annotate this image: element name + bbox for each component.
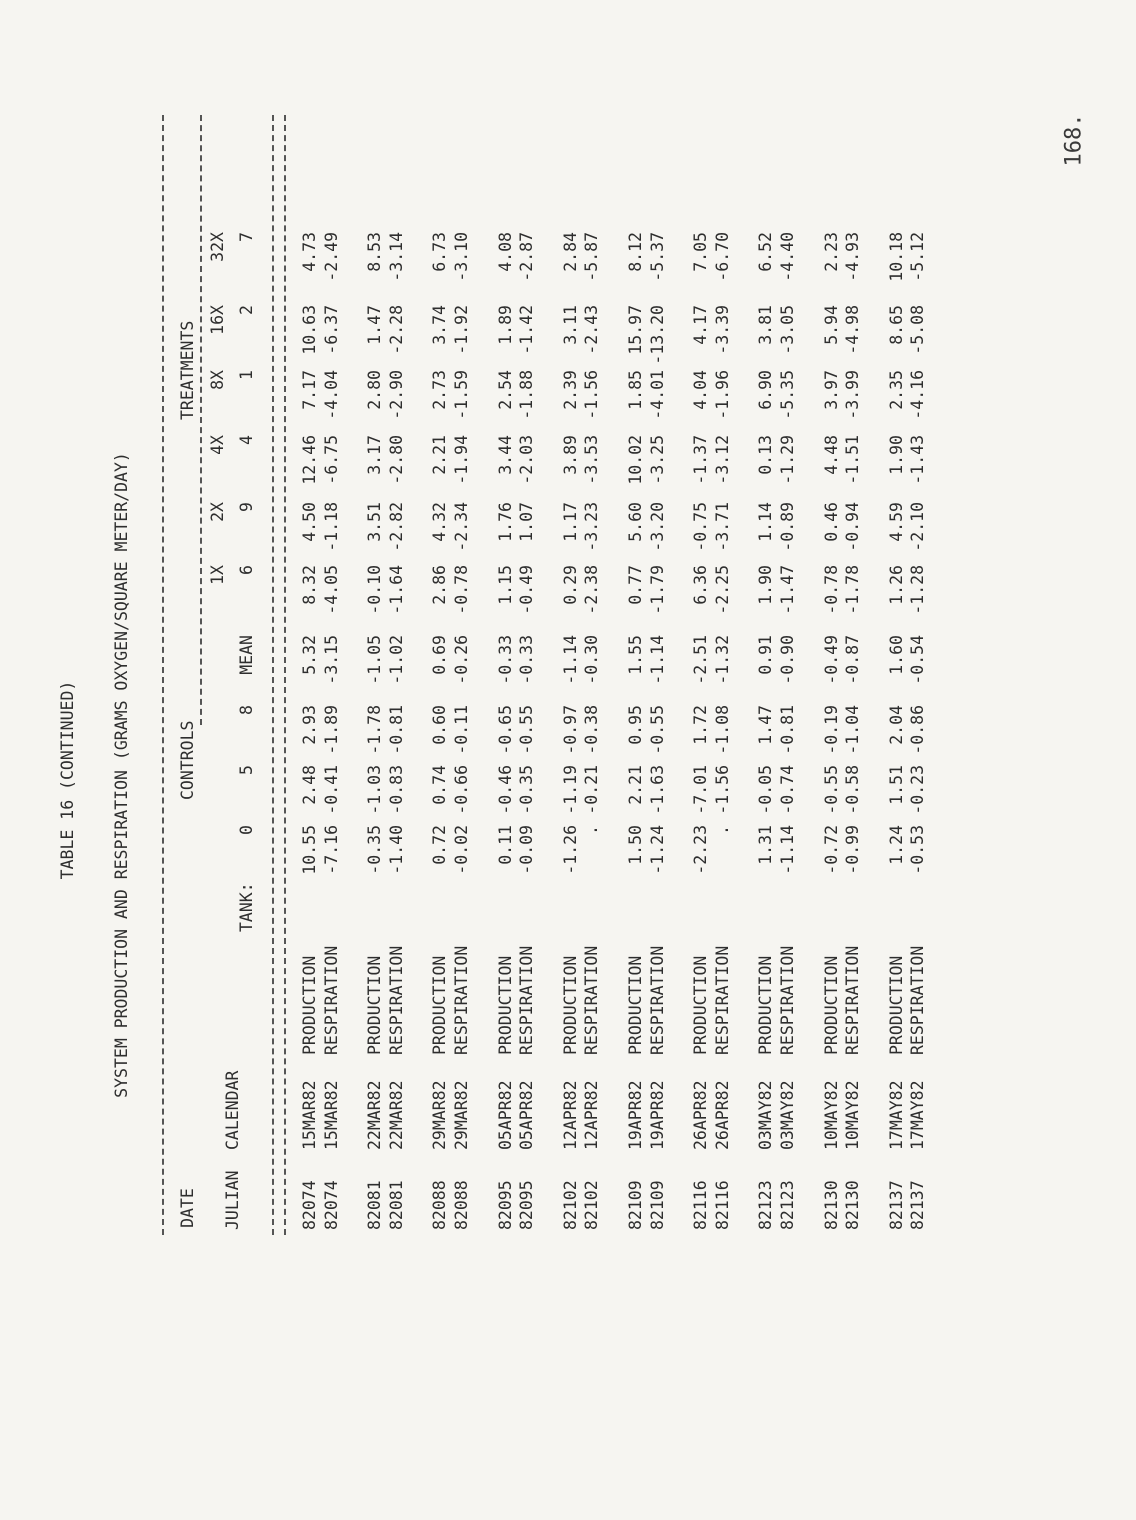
column-tank: 0 [237, 825, 256, 835]
cell-calendar: 05APR82 [517, 1080, 537, 1150]
cell-value: 6.73 [430, 232, 450, 272]
cell-value: 2.84 [560, 232, 580, 272]
cell-value: -1.14 [647, 635, 667, 685]
cell-value: 4.08 [495, 232, 515, 272]
cell-value: 1.60 [886, 635, 906, 675]
cell-value: -4.16 [908, 370, 928, 420]
cell-value: -4.01 [647, 370, 667, 420]
cell-value: 2.35 [886, 370, 906, 410]
cell-value: -6.37 [321, 305, 341, 355]
column-tank: 4 [237, 435, 256, 445]
cell-julian: 82116 [691, 1180, 711, 1230]
cell-value: 6.90 [756, 370, 776, 410]
cell-value: -1.18 [321, 502, 341, 552]
cell-value: -0.46 [495, 765, 515, 815]
cell-calendar: 26APR82 [691, 1080, 711, 1150]
cell-julian: 82109 [647, 1180, 667, 1230]
cell-value: 3.17 [365, 435, 385, 475]
cell-value: 1.72 [691, 705, 711, 745]
column-name: 32X [208, 232, 227, 262]
cell-value: 2.21 [430, 435, 450, 475]
cell-type: RESPIRATION [908, 945, 928, 1055]
cell-value: -3.12 [712, 435, 732, 485]
cell-julian: 82081 [386, 1180, 406, 1230]
cell-value: -2.51 [691, 635, 711, 685]
cell-type: PRODUCTION [626, 955, 645, 1055]
cell-value: -0.30 [582, 635, 602, 685]
cell-value: -1.04 [843, 705, 863, 755]
cell-value: -0.89 [778, 502, 797, 552]
julian-header: JULIAN [223, 1170, 242, 1230]
column-name: 2X [208, 502, 227, 522]
cell-value: 2.23 [821, 232, 841, 272]
cell-calendar: 29MAR82 [452, 1080, 471, 1150]
cell-value: -2.80 [386, 435, 406, 485]
cell-value: 6.36 [691, 565, 711, 605]
table-subtitle: SYSTEM PRODUCTION AND RESPIRATION (GRAMS OXYGEN/SQUARE METER/DAY) [112, 452, 131, 1098]
cell-value: 10.18 [886, 232, 906, 282]
cell-julian: 82109 [626, 1180, 645, 1230]
cell-value: -0.23 [908, 765, 928, 815]
cell-value: 2.39 [560, 370, 580, 410]
cell-value: 1.47 [365, 305, 385, 345]
cell-value: 8.32 [300, 565, 319, 605]
cell-value: -4.40 [778, 232, 797, 282]
column-tank: 9 [237, 502, 256, 512]
cell-value: -1.05 [365, 635, 385, 685]
cell-value: -1.51 [843, 435, 863, 485]
cell-value: -2.49 [321, 232, 341, 282]
cell-value: -3.14 [386, 232, 406, 282]
cell-value: 1.90 [886, 435, 906, 475]
cell-value: 1.50 [626, 825, 645, 865]
cell-value: -3.20 [647, 502, 667, 552]
column-tank: 2 [237, 305, 256, 315]
cell-julian: 82074 [321, 1180, 341, 1230]
cell-value: -0.55 [647, 705, 667, 755]
cell-value: 5.94 [821, 305, 841, 345]
cell-value: 4.73 [300, 232, 319, 272]
cell-julian: 82102 [560, 1180, 580, 1230]
cell-value: -2.10 [908, 502, 928, 552]
column-name: 1X [208, 565, 227, 585]
page-number: 168. [1061, 113, 1087, 167]
cell-value: 15.97 [626, 305, 645, 355]
cell-value: -1.37 [691, 435, 711, 485]
cell-value: -2.87 [517, 232, 537, 282]
cell-value: -2.82 [386, 502, 406, 552]
cell-value: -0.99 [843, 825, 863, 875]
cell-value: -0.66 [452, 765, 471, 815]
controls-header: CONTROLS [178, 720, 197, 800]
cell-type: PRODUCTION [691, 955, 711, 1055]
cell-calendar: 19APR82 [647, 1080, 667, 1150]
date-header: DATE [178, 1188, 197, 1228]
cell-value: -0.81 [386, 705, 406, 755]
cell-value: 0.72 [430, 825, 450, 865]
cell-value: 3.44 [495, 435, 515, 475]
cell-value: -0.97 [560, 705, 580, 755]
cell-value: -0.02 [452, 825, 471, 875]
cell-value: 3.81 [756, 305, 776, 345]
cell-value: 4.50 [300, 502, 319, 542]
cell-value: 0.95 [626, 705, 645, 745]
cell-value: -0.10 [365, 565, 385, 615]
cell-value: -0.75 [691, 502, 711, 552]
cell-value: 2.48 [300, 765, 319, 805]
cell-value: 8.12 [626, 232, 645, 272]
cell-type: PRODUCTION [821, 955, 841, 1055]
cell-value: 1.24 [886, 825, 906, 865]
cell-julian: 82116 [712, 1180, 732, 1230]
cell-value: -3.39 [712, 305, 732, 355]
tank-label: TANK: [237, 882, 256, 932]
cell-value: -4.93 [843, 232, 863, 282]
cell-value: -0.35 [517, 765, 537, 815]
cell-value: 2.21 [626, 765, 645, 805]
cell-value: -2.90 [386, 370, 406, 420]
cell-type: RESPIRATION [517, 945, 537, 1055]
cell-value: -1.79 [647, 565, 667, 615]
cell-value: 1.15 [495, 565, 515, 605]
cell-calendar: 15MAR82 [300, 1080, 319, 1150]
header-rule-1 [272, 115, 274, 1235]
cell-type: RESPIRATION [712, 945, 732, 1055]
cell-value: -3.25 [647, 435, 667, 485]
cell-value: -0.53 [908, 825, 928, 875]
cell-type: PRODUCTION [365, 955, 385, 1055]
cell-value: -0.54 [908, 635, 928, 685]
cell-type: PRODUCTION [756, 955, 776, 1055]
cell-type: RESPIRATION [843, 945, 863, 1055]
cell-value: -0.21 [582, 765, 602, 815]
cell-value: -0.55 [517, 705, 537, 755]
header-rule-2 [284, 115, 286, 1235]
cell-value: 1.89 [495, 305, 515, 345]
cell-julian: 82137 [886, 1180, 906, 1230]
cell-julian: 82123 [778, 1180, 797, 1230]
cell-value: -0.33 [517, 635, 537, 685]
cell-value: -0.09 [517, 825, 537, 875]
cell-value: 1.55 [626, 635, 645, 675]
cell-value: -4.98 [843, 305, 863, 355]
cell-type: RESPIRATION [582, 945, 602, 1055]
cell-value: -1.56 [712, 765, 732, 815]
column-tank: 5 [237, 765, 256, 775]
cell-value: 0.60 [430, 705, 450, 745]
cell-value: -1.24 [647, 825, 667, 875]
cell-julian: 82095 [495, 1180, 515, 1230]
cell-value: -0.35 [365, 825, 385, 875]
calendar-header: CALENDAR [223, 1070, 242, 1150]
cell-value: 2.73 [430, 370, 450, 410]
cell-value: 12.46 [300, 435, 319, 485]
cell-value: -1.63 [647, 765, 667, 815]
cell-value: 7.17 [300, 370, 319, 410]
cell-value: 1.31 [756, 825, 776, 865]
cell-type: PRODUCTION [886, 955, 906, 1055]
cell-value: -2.34 [452, 502, 471, 552]
cell-type: PRODUCTION [495, 955, 515, 1055]
cell-value: -2.28 [386, 305, 406, 355]
cell-value: 10.63 [300, 305, 319, 355]
cell-value: 2.04 [886, 705, 906, 745]
cell-value: 1.17 [560, 502, 580, 542]
column-name: 4X [208, 435, 227, 455]
cell-value: -5.35 [778, 370, 797, 420]
cell-type: RESPIRATION [386, 945, 406, 1055]
top-rule [162, 115, 164, 1235]
cell-julian: 82102 [582, 1180, 602, 1230]
cell-value: -1.32 [712, 635, 732, 685]
cell-calendar: 15MAR82 [321, 1080, 341, 1150]
cell-value: -1.08 [712, 705, 732, 755]
cell-value: 0.74 [430, 765, 450, 805]
cell-value: 1.90 [756, 565, 776, 605]
cell-value: 1.51 [886, 765, 906, 805]
cell-value: 0.77 [626, 565, 645, 605]
cell-value: 8.65 [886, 305, 906, 345]
cell-value: -3.10 [452, 232, 471, 282]
cell-value: -4.04 [321, 370, 341, 420]
column-tank: 6 [237, 565, 256, 575]
cell-value: -1.88 [517, 370, 537, 420]
cell-value: -0.83 [386, 765, 406, 815]
cell-value: 4.59 [886, 502, 906, 542]
cell-value: -1.89 [321, 705, 341, 755]
cell-value: -5.87 [582, 232, 602, 282]
cell-value: 8.53 [365, 232, 385, 272]
cell-value: -3.71 [712, 502, 732, 552]
cell-value: -1.26 [560, 825, 580, 875]
column-name: 16X [208, 305, 227, 335]
cell-julian: 82137 [908, 1180, 928, 1230]
cell-value: -0.33 [495, 635, 515, 685]
cell-julian: 82081 [365, 1180, 385, 1230]
cell-type: PRODUCTION [300, 955, 319, 1055]
treatments-rule [200, 115, 202, 725]
column-tank: 1 [237, 370, 256, 380]
cell-value: 4.32 [430, 502, 450, 542]
table-title: TABLE 16 (CONTINUED) [58, 680, 77, 880]
cell-value: -0.05 [756, 765, 776, 815]
cell-value: -0.86 [908, 705, 928, 755]
cell-value: 3.89 [560, 435, 580, 475]
cell-value: 2.80 [365, 370, 385, 410]
cell-value: 4.04 [691, 370, 711, 410]
cell-value: -3.15 [321, 635, 341, 685]
cell-value: -0.74 [778, 765, 797, 815]
cell-calendar: 05APR82 [495, 1080, 515, 1150]
cell-value: -1.03 [365, 765, 385, 815]
cell-value: 1.85 [626, 370, 645, 410]
cell-value: -0.55 [821, 765, 841, 815]
cell-value: -1.42 [517, 305, 537, 355]
cell-value: 0.11 [495, 825, 515, 865]
cell-value: 2.86 [430, 565, 450, 605]
cell-value: -0.19 [821, 705, 841, 755]
cell-value: . [582, 825, 602, 835]
cell-type: RESPIRATION [452, 945, 471, 1055]
cell-value: -2.23 [691, 825, 711, 875]
cell-julian: 82088 [452, 1180, 471, 1230]
cell-value: -13.20 [647, 305, 667, 365]
cell-value: -6.75 [321, 435, 341, 485]
cell-value: 10.55 [300, 825, 319, 875]
cell-value: 1.76 [495, 502, 515, 542]
cell-value: 10.02 [626, 435, 645, 485]
cell-value: -1.28 [908, 565, 928, 615]
cell-value: -3.99 [843, 370, 863, 420]
cell-value: -2.43 [582, 305, 602, 355]
cell-value: 0.69 [430, 635, 450, 675]
cell-value: 6.52 [756, 232, 776, 272]
cell-value: -0.81 [778, 705, 797, 755]
cell-calendar: 12APR82 [560, 1080, 580, 1150]
cell-calendar: 10MAY82 [843, 1080, 863, 1150]
cell-calendar: 22MAR82 [365, 1080, 385, 1150]
cell-value: 1.47 [756, 705, 776, 745]
cell-calendar: 22MAR82 [386, 1080, 406, 1150]
cell-value: 2.93 [300, 705, 319, 745]
cell-value: -5.12 [908, 232, 928, 282]
cell-value: 3.74 [430, 305, 450, 345]
cell-value: -0.58 [843, 765, 863, 815]
cell-value: -7.01 [691, 765, 711, 815]
column-tank: MEAN [237, 635, 256, 675]
column-tank: 7 [237, 232, 256, 242]
cell-value: 1.14 [756, 502, 776, 542]
cell-value: 0.91 [756, 635, 776, 675]
cell-type: RESPIRATION [647, 945, 667, 1055]
treatments-header: TREATMENTS [178, 320, 197, 420]
cell-value: -0.38 [582, 705, 602, 755]
cell-value: -1.78 [365, 705, 385, 755]
cell-value: 0.46 [821, 502, 841, 542]
cell-calendar: 26APR82 [712, 1080, 732, 1150]
cell-value: -3.05 [778, 305, 797, 355]
cell-value: -2.38 [582, 565, 602, 615]
cell-value: -1.47 [778, 565, 797, 615]
cell-value: -0.65 [495, 705, 515, 755]
cell-julian: 82074 [300, 1180, 319, 1230]
cell-value: 5.60 [626, 502, 645, 542]
column-tank: 8 [237, 705, 256, 715]
cell-value: . [712, 825, 732, 835]
cell-value: 7.05 [691, 232, 711, 272]
cell-value: -0.72 [821, 825, 841, 875]
cell-value: 4.48 [821, 435, 841, 475]
cell-type: PRODUCTION [430, 955, 450, 1055]
cell-value: -0.11 [452, 705, 471, 755]
cell-calendar: 03MAY82 [756, 1080, 776, 1150]
cell-value: -1.94 [452, 435, 471, 485]
cell-value: -0.78 [452, 565, 471, 615]
cell-value: -0.49 [517, 565, 537, 615]
cell-value: -5.08 [908, 305, 928, 355]
cell-value: -1.92 [452, 305, 471, 355]
cell-value: -2.25 [712, 565, 732, 615]
cell-type: RESPIRATION [321, 945, 341, 1055]
column-name: 8X [208, 370, 227, 390]
cell-type: RESPIRATION [778, 945, 797, 1055]
cell-value: -1.43 [908, 435, 928, 485]
cell-value: -0.94 [843, 502, 863, 552]
cell-value: -1.29 [778, 435, 797, 485]
cell-value: -1.96 [712, 370, 732, 420]
cell-value: -0.87 [843, 635, 863, 685]
cell-calendar: 17MAY82 [886, 1080, 906, 1150]
cell-value: 3.11 [560, 305, 580, 345]
cell-value: -1.56 [582, 370, 602, 420]
cell-value: -1.40 [386, 825, 406, 875]
cell-value: -1.64 [386, 565, 406, 615]
cell-calendar: 17MAY82 [908, 1080, 928, 1150]
cell-value: 3.97 [821, 370, 841, 410]
cell-julian: 82095 [517, 1180, 537, 1230]
cell-value: -1.02 [386, 635, 406, 685]
cell-calendar: 10MAY82 [821, 1080, 841, 1150]
cell-value: -0.78 [821, 565, 841, 615]
cell-value: -0.49 [821, 635, 841, 685]
cell-value: -1.59 [452, 370, 471, 420]
cell-value: -0.90 [778, 635, 797, 685]
cell-value: -3.23 [582, 502, 602, 552]
cell-julian: 82123 [756, 1180, 776, 1230]
cell-value: -1.78 [843, 565, 863, 615]
cell-calendar: 29MAR82 [430, 1080, 450, 1150]
cell-value: 5.32 [300, 635, 319, 675]
cell-value: -0.26 [452, 635, 471, 685]
cell-value: -1.14 [778, 825, 797, 875]
cell-value: -7.16 [321, 825, 341, 875]
cell-value: -0.41 [321, 765, 341, 815]
cell-value: 4.17 [691, 305, 711, 345]
cell-value: 3.51 [365, 502, 385, 542]
cell-value: -1.19 [560, 765, 580, 815]
cell-value: -6.70 [712, 232, 732, 282]
cell-julian: 82088 [430, 1180, 450, 1230]
cell-value: -4.05 [321, 565, 341, 615]
cell-value: 0.29 [560, 565, 580, 605]
cell-type: PRODUCTION [560, 955, 580, 1055]
cell-julian: 82130 [843, 1180, 863, 1230]
cell-value: 0.13 [756, 435, 776, 475]
cell-calendar: 19APR82 [626, 1080, 645, 1150]
cell-value: -2.03 [517, 435, 537, 485]
cell-value: 2.54 [495, 370, 515, 410]
cell-julian: 82130 [821, 1180, 841, 1230]
cell-value: -3.53 [582, 435, 602, 485]
cell-value: -5.37 [647, 232, 667, 282]
cell-value: 1.26 [886, 565, 906, 605]
cell-calendar: 12APR82 [582, 1080, 602, 1150]
cell-calendar: 03MAY82 [778, 1080, 797, 1150]
cell-value: 1.07 [517, 502, 537, 542]
cell-value: -1.14 [560, 635, 580, 685]
